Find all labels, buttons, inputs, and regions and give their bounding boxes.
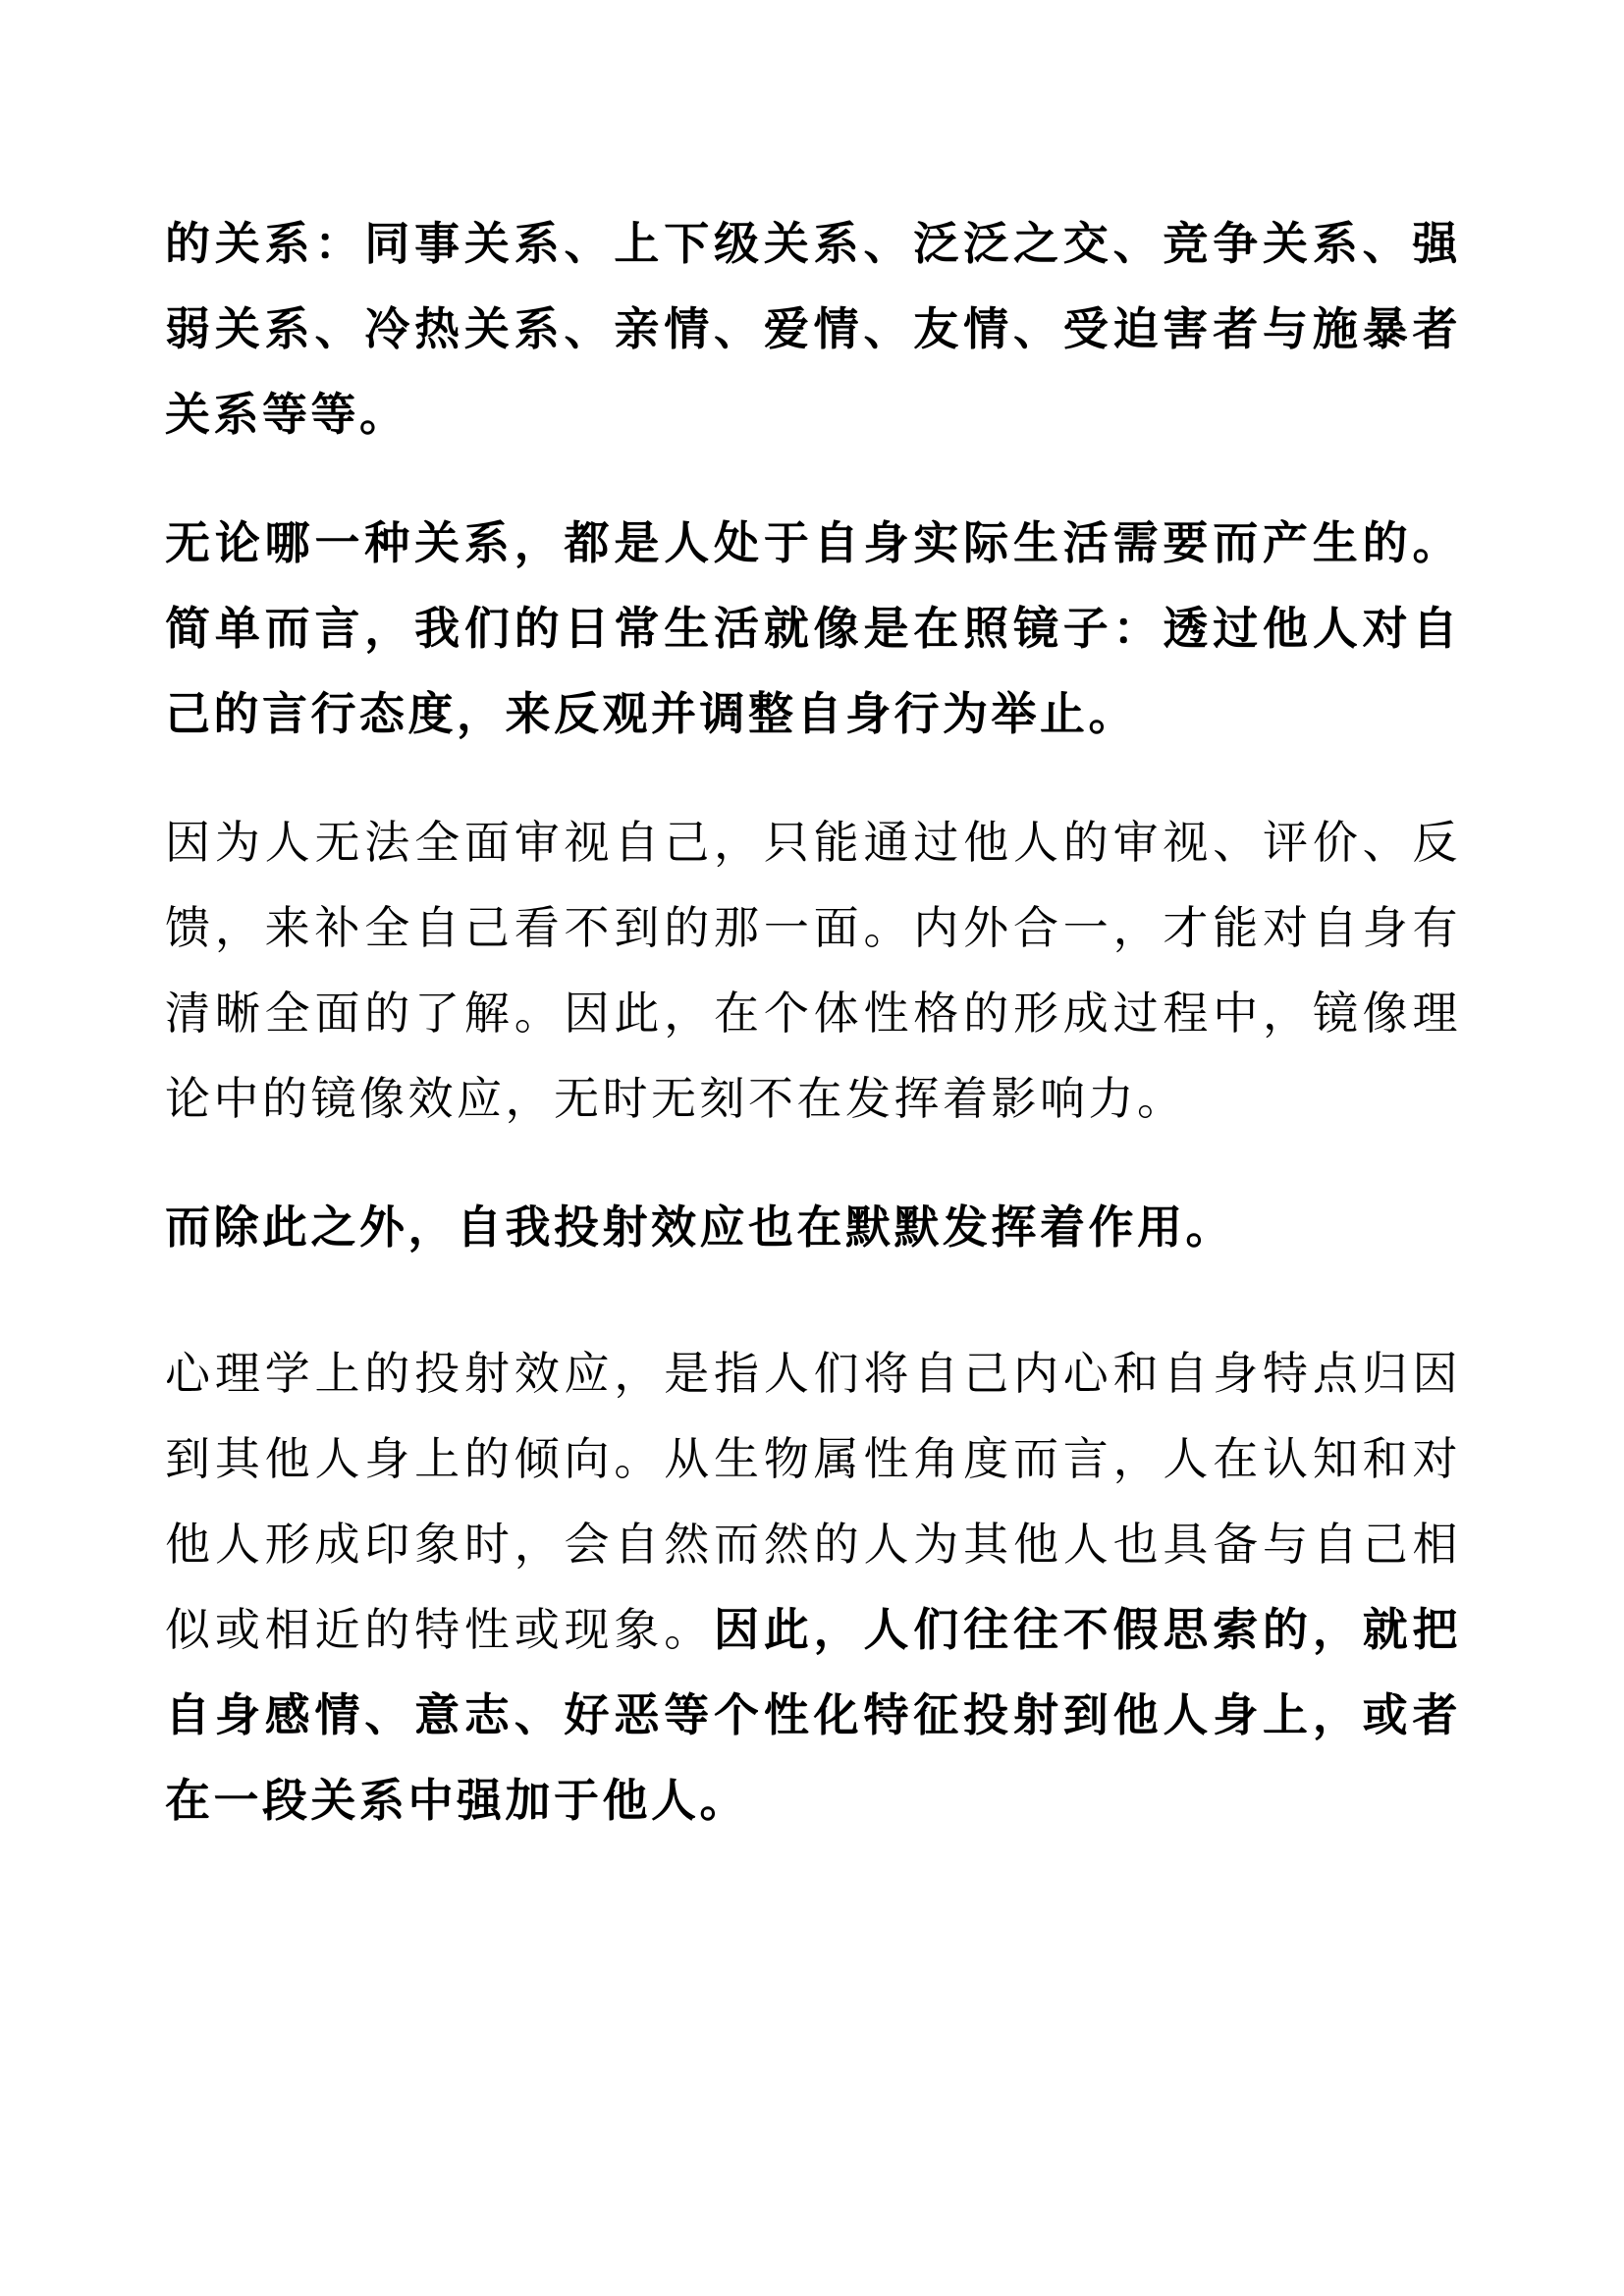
- paragraph-projection-lead: [165, 1185, 1461, 1270]
- text-segment: 因为人无法全面审视自己，只能通过他人的审视、评价、反馈，来补全自己看不到的那一面。内外合一，才能对自身有清晰全面的了解。因此，在个体性格的形成过程中，镜像理论中的镜像效应，无时无刻不在发挥着影响力。: [165, 816, 1461, 1125]
- text-segment: 因此，人们往往不假思索的，就把自身感情、意志、好恶等个性化特征投射到他人身上，或者在一段关系中强加于他人。: [165, 1603, 1462, 1827]
- paragraph-mirror-effect: [165, 800, 1461, 1142]
- paragraph-relations-list: [165, 201, 1461, 457]
- text-segment: 心理学上的投射效应，是指人们将自己内心和自身特点归因到其他人身上的倾向。从生物属性角度而言，人在认知和对他人形成印象时，会自然而然的人为其他人也具备与自己相似或相近的特性或现象。: [165, 1347, 1461, 1656]
- paragraph-projection-effect: [165, 1331, 1461, 1843]
- text-segment: 无论哪一种关系，都是人处于自身实际生活需要而产生的。简单而言，我们的日常生活就像是在照镜子：透过他人对自己的言行态度，来反观并调整自身行为举止。: [165, 516, 1461, 740]
- text-segment: 的关系：同事关系、上下级关系、泛泛之交、竞争关系、强弱关系、冷热关系、亲情、爱情、友情、受迫害者与施暴者关系等等。: [165, 217, 1461, 441]
- text-segment: 而除此之外，自我投射效应也在默默发挥着作用。: [165, 1201, 1234, 1254]
- paragraph-mirror-intro: [165, 501, 1461, 757]
